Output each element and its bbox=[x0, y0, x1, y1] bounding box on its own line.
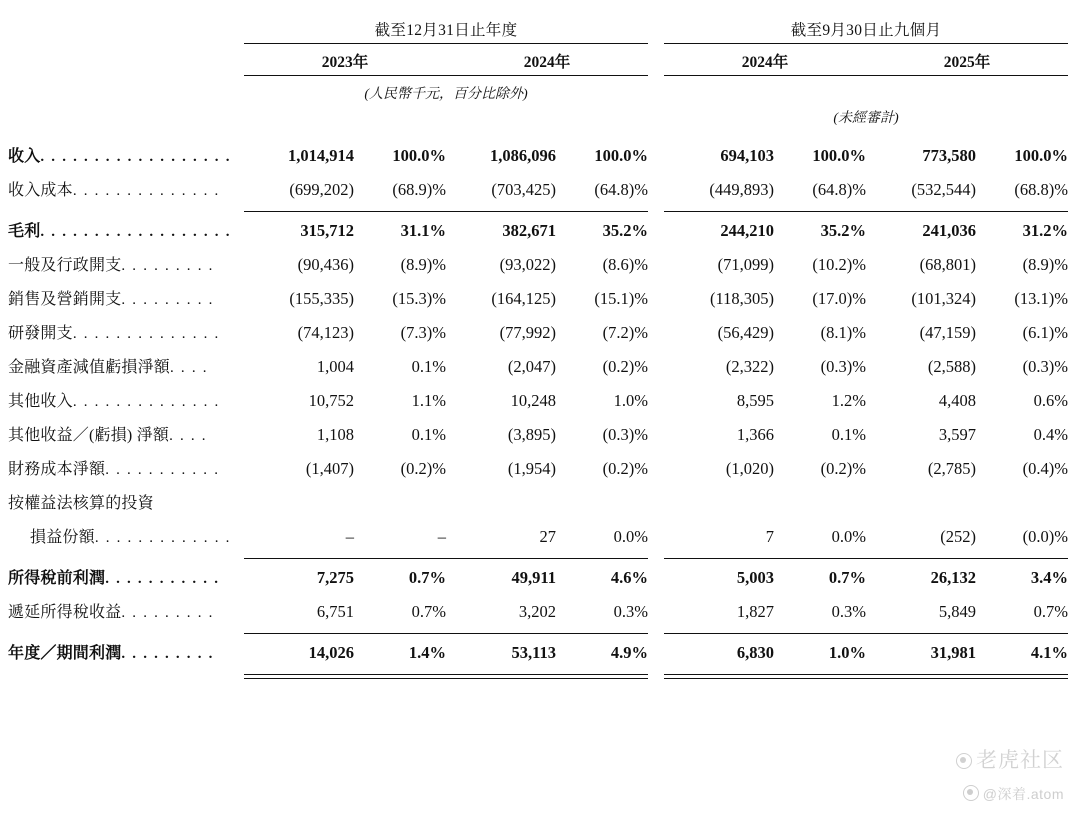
rule-segment bbox=[866, 552, 976, 559]
cell-value: 31,981 bbox=[930, 642, 976, 662]
leader-dots: . . . . . . . . . . . . . . bbox=[72, 182, 220, 199]
cell-value: (1,020) bbox=[725, 458, 774, 478]
cell-value: 0.0% bbox=[831, 526, 866, 546]
cell-value: 6,830 bbox=[736, 642, 774, 662]
row-label-text: 研發開支 bbox=[8, 324, 73, 342]
cell-value: 1.2% bbox=[831, 390, 866, 410]
row-label-text: 年度／期間利潤 bbox=[8, 644, 122, 662]
rule-segment bbox=[976, 552, 1068, 559]
watermark-site-text: 老虎社区 bbox=[976, 749, 1064, 772]
cell-value: (532,544) bbox=[911, 179, 976, 199]
audit-note: (未經審計) bbox=[833, 111, 899, 126]
table-row bbox=[8, 171, 1068, 205]
cell-value: (3,895) bbox=[507, 424, 556, 444]
cell-value: (252) bbox=[940, 526, 976, 546]
header-year-2023: 2023年 bbox=[321, 54, 369, 71]
cell-value: 4,408 bbox=[938, 390, 976, 410]
cell-value: (164,125) bbox=[491, 288, 556, 308]
row-label-share-of-profit-loss bbox=[8, 518, 244, 552]
double-rule-segment bbox=[446, 668, 556, 679]
rule-segment bbox=[664, 627, 774, 634]
cell-value: 1,366 bbox=[736, 424, 774, 444]
row-label-text: 毛利 bbox=[8, 222, 41, 240]
cell-value: (0.4)% bbox=[1022, 458, 1068, 478]
cell-gap bbox=[648, 593, 664, 627]
cell-value: 7 bbox=[765, 526, 774, 546]
cell-value: – bbox=[437, 526, 446, 546]
leader-dots: . . . . . . . . . . . bbox=[105, 570, 220, 587]
cell-value: 35.2% bbox=[602, 220, 648, 240]
rule-segment bbox=[556, 627, 648, 634]
row-label-text: 銷售及營銷開支 bbox=[8, 290, 122, 308]
row-label-rnd-expenses bbox=[8, 314, 244, 348]
cell-value: (703,425) bbox=[491, 179, 556, 199]
unit-note: (人民幣千元，百分比除外) bbox=[364, 87, 528, 102]
cell-value: (71,099) bbox=[717, 254, 774, 274]
leader-dots: . . . . . . . . . bbox=[121, 645, 215, 662]
table-row bbox=[8, 518, 1068, 552]
cell-value: 1.0% bbox=[613, 390, 648, 410]
cell-value: 0.0% bbox=[613, 526, 648, 546]
rule-segment bbox=[664, 552, 774, 559]
cell-value: (77,992) bbox=[499, 322, 556, 342]
cell-value: 0.7% bbox=[411, 601, 446, 621]
cell-gap bbox=[648, 634, 664, 668]
leader-dots: . . . . . . . . . bbox=[121, 291, 215, 308]
cell-value: 1,004 bbox=[316, 356, 354, 376]
cell-value: 4.6% bbox=[610, 567, 648, 587]
table-row bbox=[8, 314, 1068, 348]
double-rule-segment bbox=[866, 668, 976, 679]
cell-value: 3.4% bbox=[1030, 567, 1068, 587]
cell-value: 0.3% bbox=[613, 601, 648, 621]
subtotal-rule-row bbox=[8, 205, 1068, 212]
cell-value: (68,801) bbox=[919, 254, 976, 274]
unit-note-right-spacer bbox=[664, 76, 1068, 104]
cell-value: 100.0% bbox=[392, 145, 446, 165]
row-label-text: 財務成本淨額 bbox=[8, 460, 106, 478]
rule-gap bbox=[648, 205, 664, 212]
subtotal-rule-row bbox=[8, 627, 1068, 634]
cell-value: (0.3)% bbox=[1022, 356, 1068, 376]
cell-value: 7,275 bbox=[316, 567, 354, 587]
cell-value: (8.9)% bbox=[400, 254, 446, 274]
cell-value: 26,132 bbox=[930, 567, 976, 587]
audit-note-gap bbox=[648, 104, 664, 137]
cell-value: 31.1% bbox=[400, 220, 446, 240]
cell-value: (7.3)% bbox=[400, 322, 446, 342]
cell-value: 8,595 bbox=[736, 390, 774, 410]
cell-value: 773,580 bbox=[922, 145, 976, 165]
double-rule-segment bbox=[976, 668, 1068, 679]
cell-gap bbox=[648, 559, 664, 593]
cell-value: (0.2)% bbox=[602, 458, 648, 478]
cell-value: 14,026 bbox=[308, 642, 354, 662]
cell-value: (155,335) bbox=[289, 288, 354, 308]
cell-value: 3,597 bbox=[938, 424, 976, 444]
rule-segment bbox=[774, 205, 866, 212]
cell-value: (8.6)% bbox=[602, 254, 648, 274]
double-rule-segment bbox=[774, 668, 866, 679]
cell-value: 1.4% bbox=[408, 642, 446, 662]
rule-segment bbox=[976, 627, 1068, 634]
double-rule-segment bbox=[244, 668, 354, 679]
cell-value: 315,712 bbox=[300, 220, 354, 240]
cell-value: (8.1)% bbox=[820, 322, 866, 342]
leader-dots: . . . . bbox=[170, 359, 209, 376]
table-row bbox=[8, 416, 1068, 450]
leader-dots: . . . . . . . . . . . bbox=[105, 461, 220, 478]
cell-value: 382,671 bbox=[502, 220, 556, 240]
leader-dots: . . . . . . . . . . . . . . . . . . bbox=[40, 223, 232, 240]
rule-spacer bbox=[8, 627, 244, 634]
cell-gap bbox=[648, 518, 664, 552]
cell-value: 1,108 bbox=[316, 424, 354, 444]
cell-value: (2,785) bbox=[927, 458, 976, 478]
rule-gap bbox=[648, 668, 664, 679]
audit-note-row bbox=[8, 104, 1068, 137]
subtotal-rule-row bbox=[8, 552, 1068, 559]
cell-value: 100.0% bbox=[812, 145, 866, 165]
table-row bbox=[8, 450, 1068, 484]
cell-value: 6,751 bbox=[316, 601, 354, 621]
cell-value: (0.2)% bbox=[820, 458, 866, 478]
row-label-profit-for-period bbox=[8, 634, 244, 668]
cell-value: (449,893) bbox=[709, 179, 774, 199]
cell-value: (64.8)% bbox=[594, 179, 648, 199]
cell-value: 100.0% bbox=[594, 145, 648, 165]
header-year-2024-fy: 2024年 bbox=[523, 54, 571, 71]
table-row bbox=[8, 634, 1068, 668]
row-label-other-income bbox=[8, 382, 244, 416]
rule-spacer bbox=[8, 552, 244, 559]
cell-value: – bbox=[345, 526, 354, 546]
cell-value: 694,103 bbox=[720, 145, 774, 165]
row-label-text: 收入 bbox=[8, 147, 41, 165]
leader-dots: . . . . . . . . . bbox=[121, 604, 215, 621]
row-label-equity-method-investments bbox=[8, 484, 244, 518]
cell-value: 100.0% bbox=[1014, 145, 1068, 165]
row-label-selling-expenses bbox=[8, 280, 244, 314]
cell-value: (699,202) bbox=[289, 179, 354, 199]
double-rule-segment bbox=[354, 668, 446, 679]
leader-dots: . . . . . . . . . . . . . bbox=[94, 529, 232, 546]
cell-gap bbox=[648, 416, 664, 450]
row-label-text: 損益份額 bbox=[30, 528, 95, 546]
table-row bbox=[8, 246, 1068, 280]
double-rule-segment bbox=[556, 668, 648, 679]
cell-value: 0.1% bbox=[831, 424, 866, 444]
row-label-text: 遞延所得稅收益 bbox=[8, 603, 122, 621]
cell-value: 244,210 bbox=[720, 220, 774, 240]
cell-value: 0.1% bbox=[411, 424, 446, 444]
rule-spacer bbox=[8, 205, 244, 212]
cell-value: 49,911 bbox=[511, 567, 556, 587]
rule-segment bbox=[556, 205, 648, 212]
row-label-other-gains-losses bbox=[8, 416, 244, 450]
row-label-gross-profit bbox=[8, 212, 244, 246]
header-group-year-end: 截至12月31日止年度 bbox=[374, 22, 518, 39]
rule-segment bbox=[354, 552, 446, 559]
cell-value: (101,324) bbox=[911, 288, 976, 308]
row-label-revenue bbox=[8, 137, 244, 171]
rule-segment bbox=[244, 552, 354, 559]
cell-value: (0.3)% bbox=[602, 424, 648, 444]
cell-value: 1.0% bbox=[828, 642, 866, 662]
cell-value: 53,113 bbox=[511, 642, 556, 662]
header-group-nine-months: 截至9月30日止九個月 bbox=[790, 22, 942, 39]
cell-gap bbox=[648, 137, 664, 171]
leader-dots: . . . . . . . . . . . . . . bbox=[72, 393, 220, 410]
cell-value: (1,954) bbox=[507, 458, 556, 478]
leader-dots: . . . . . . . . . bbox=[121, 257, 215, 274]
cell-value: 0.7% bbox=[828, 567, 866, 587]
cell-value: 1,086,096 bbox=[490, 145, 556, 165]
audit-note-left-spacer bbox=[244, 104, 648, 137]
cell-value bbox=[556, 484, 648, 518]
cell-value: (0.2)% bbox=[602, 356, 648, 376]
watermark-site-name bbox=[956, 744, 1064, 774]
row-label-admin-expenses bbox=[8, 246, 244, 280]
row-label-text: 所得稅前利潤 bbox=[8, 569, 106, 587]
rule-segment bbox=[556, 552, 648, 559]
row-label-finance-costs bbox=[8, 450, 244, 484]
watermark-avatar-icon bbox=[963, 785, 979, 801]
table-row bbox=[8, 593, 1068, 627]
cell-value: (118,305) bbox=[709, 288, 774, 308]
rule-segment bbox=[664, 205, 774, 212]
rule-segment bbox=[354, 205, 446, 212]
cell-value: (0.3)% bbox=[820, 356, 866, 376]
cell-value: (8.9)% bbox=[1022, 254, 1068, 274]
cell-gap bbox=[648, 246, 664, 280]
cell-value: 0.7% bbox=[1033, 601, 1068, 621]
header-year-2025-9m: 2025年 bbox=[943, 54, 991, 71]
row-label-text: 其他收益／(虧損) 淨額 bbox=[8, 426, 170, 444]
header-year-spacer bbox=[8, 44, 244, 75]
rule-gap bbox=[648, 552, 664, 559]
cell-value: 0.3% bbox=[831, 601, 866, 621]
audit-note-spacer bbox=[8, 104, 244, 137]
cell-value: (74,123) bbox=[297, 322, 354, 342]
rule-segment bbox=[354, 627, 446, 634]
table-row bbox=[8, 137, 1068, 171]
cell-gap bbox=[648, 382, 664, 416]
cell-gap bbox=[648, 280, 664, 314]
row-label-text: 按權益法核算的投資 bbox=[8, 494, 154, 512]
rule-segment bbox=[976, 205, 1068, 212]
rule-segment bbox=[866, 627, 976, 634]
cell-value: (90,436) bbox=[297, 254, 354, 274]
cell-value: 0.7% bbox=[408, 567, 446, 587]
cell-value bbox=[244, 484, 354, 518]
cell-gap bbox=[648, 348, 664, 382]
cell-value: 0.1% bbox=[411, 356, 446, 376]
cell-value bbox=[354, 484, 446, 518]
cell-value: (0.0)% bbox=[1022, 526, 1068, 546]
unit-note-row bbox=[8, 76, 1068, 104]
cell-value: (56,429) bbox=[717, 322, 774, 342]
table-row bbox=[8, 212, 1068, 246]
cell-value: (0.2)% bbox=[400, 458, 446, 478]
rule-gap bbox=[648, 627, 664, 634]
rule-segment bbox=[446, 552, 556, 559]
row-label-text: 金融資產減值虧損淨額 bbox=[8, 358, 171, 376]
table-row bbox=[8, 484, 1068, 518]
cell-value: (13.1)% bbox=[1014, 288, 1068, 308]
row-label-cost-of-revenue bbox=[8, 171, 244, 205]
cell-value: 10,248 bbox=[510, 390, 556, 410]
header-gap bbox=[648, 18, 664, 43]
cell-value: (7.2)% bbox=[602, 322, 648, 342]
unit-note-gap bbox=[648, 76, 664, 104]
header-year-gap bbox=[648, 44, 664, 75]
double-rule-segment bbox=[664, 668, 774, 679]
rule-segment bbox=[446, 205, 556, 212]
financial-statement-page bbox=[0, 18, 1080, 822]
cell-value: (68.8)% bbox=[1014, 179, 1068, 199]
cell-value: (47,159) bbox=[919, 322, 976, 342]
rule-segment bbox=[774, 552, 866, 559]
header-year-row bbox=[8, 44, 1068, 75]
watermark-user-handle bbox=[963, 783, 1064, 804]
leader-dots: . . . . . . . . . . . . . . bbox=[72, 325, 220, 342]
watermark-logo-icon bbox=[956, 753, 972, 769]
cell-value: 1,827 bbox=[736, 601, 774, 621]
cell-value: (2,322) bbox=[725, 356, 774, 376]
cell-value: (2,588) bbox=[927, 356, 976, 376]
cell-value: (1,407) bbox=[305, 458, 354, 478]
rule-spacer bbox=[8, 668, 244, 679]
rule-segment bbox=[774, 627, 866, 634]
row-label-profit-before-tax bbox=[8, 559, 244, 593]
table-row bbox=[8, 280, 1068, 314]
rule-segment bbox=[244, 205, 354, 212]
row-label-impairment-loss bbox=[8, 348, 244, 382]
row-label-text: 一般及行政開支 bbox=[8, 256, 122, 274]
cell-value: 1.1% bbox=[411, 390, 446, 410]
table-row bbox=[8, 559, 1068, 593]
header-spacer bbox=[8, 18, 244, 43]
cell-value: 4.1% bbox=[1030, 642, 1068, 662]
cell-gap bbox=[648, 171, 664, 205]
cell-value bbox=[664, 484, 774, 518]
cell-gap bbox=[648, 484, 664, 518]
cell-value: (17.0)% bbox=[812, 288, 866, 308]
rule-segment bbox=[446, 627, 556, 634]
cell-value bbox=[976, 484, 1068, 518]
cell-value: (15.3)% bbox=[392, 288, 446, 308]
cell-value: 1,014,914 bbox=[288, 145, 354, 165]
rule-segment bbox=[244, 627, 354, 634]
cell-value: 5,849 bbox=[938, 601, 976, 621]
cell-value: 10,752 bbox=[308, 390, 354, 410]
cell-value: 3,202 bbox=[518, 601, 556, 621]
cell-value: 241,036 bbox=[922, 220, 976, 240]
row-label-text: 其他收入 bbox=[8, 392, 73, 410]
cell-value: (6.1)% bbox=[1022, 322, 1068, 342]
cell-gap bbox=[648, 314, 664, 348]
cell-value: 0.6% bbox=[1033, 390, 1068, 410]
header-group-row bbox=[8, 18, 1068, 43]
table-row bbox=[8, 348, 1068, 382]
cell-value: 27 bbox=[539, 526, 556, 546]
leader-dots: . . . . . . . . . . . . . . . . . . bbox=[40, 148, 232, 165]
cell-gap bbox=[648, 212, 664, 246]
cell-value: 5,003 bbox=[736, 567, 774, 587]
cell-value: (15.1)% bbox=[594, 288, 648, 308]
cell-value bbox=[866, 484, 976, 518]
watermark-user-text: @深着.atom bbox=[982, 786, 1064, 802]
cell-value bbox=[446, 484, 556, 518]
income-statement-table bbox=[8, 18, 1068, 679]
rule-segment bbox=[866, 205, 976, 212]
cell-value: (93,022) bbox=[499, 254, 556, 274]
cell-gap bbox=[648, 450, 664, 484]
cell-value: 31.2% bbox=[1022, 220, 1068, 240]
cell-value: 35.2% bbox=[820, 220, 866, 240]
cell-value bbox=[774, 484, 866, 518]
unit-note-spacer bbox=[8, 76, 244, 104]
cell-value: 4.9% bbox=[610, 642, 648, 662]
cell-value: 0.4% bbox=[1033, 424, 1068, 444]
cell-value: (68.9)% bbox=[392, 179, 446, 199]
row-label-text: 收入成本 bbox=[8, 181, 73, 199]
leader-dots: . . . . bbox=[169, 427, 208, 444]
cell-value: (64.8)% bbox=[812, 179, 866, 199]
header-year-2024-9m: 2024年 bbox=[741, 54, 789, 71]
total-double-rule-row bbox=[8, 668, 1068, 679]
row-label-deferred-tax-benefit bbox=[8, 593, 244, 627]
cell-value: (10.2)% bbox=[812, 254, 866, 274]
cell-value: (2,047) bbox=[507, 356, 556, 376]
table-row bbox=[8, 382, 1068, 416]
